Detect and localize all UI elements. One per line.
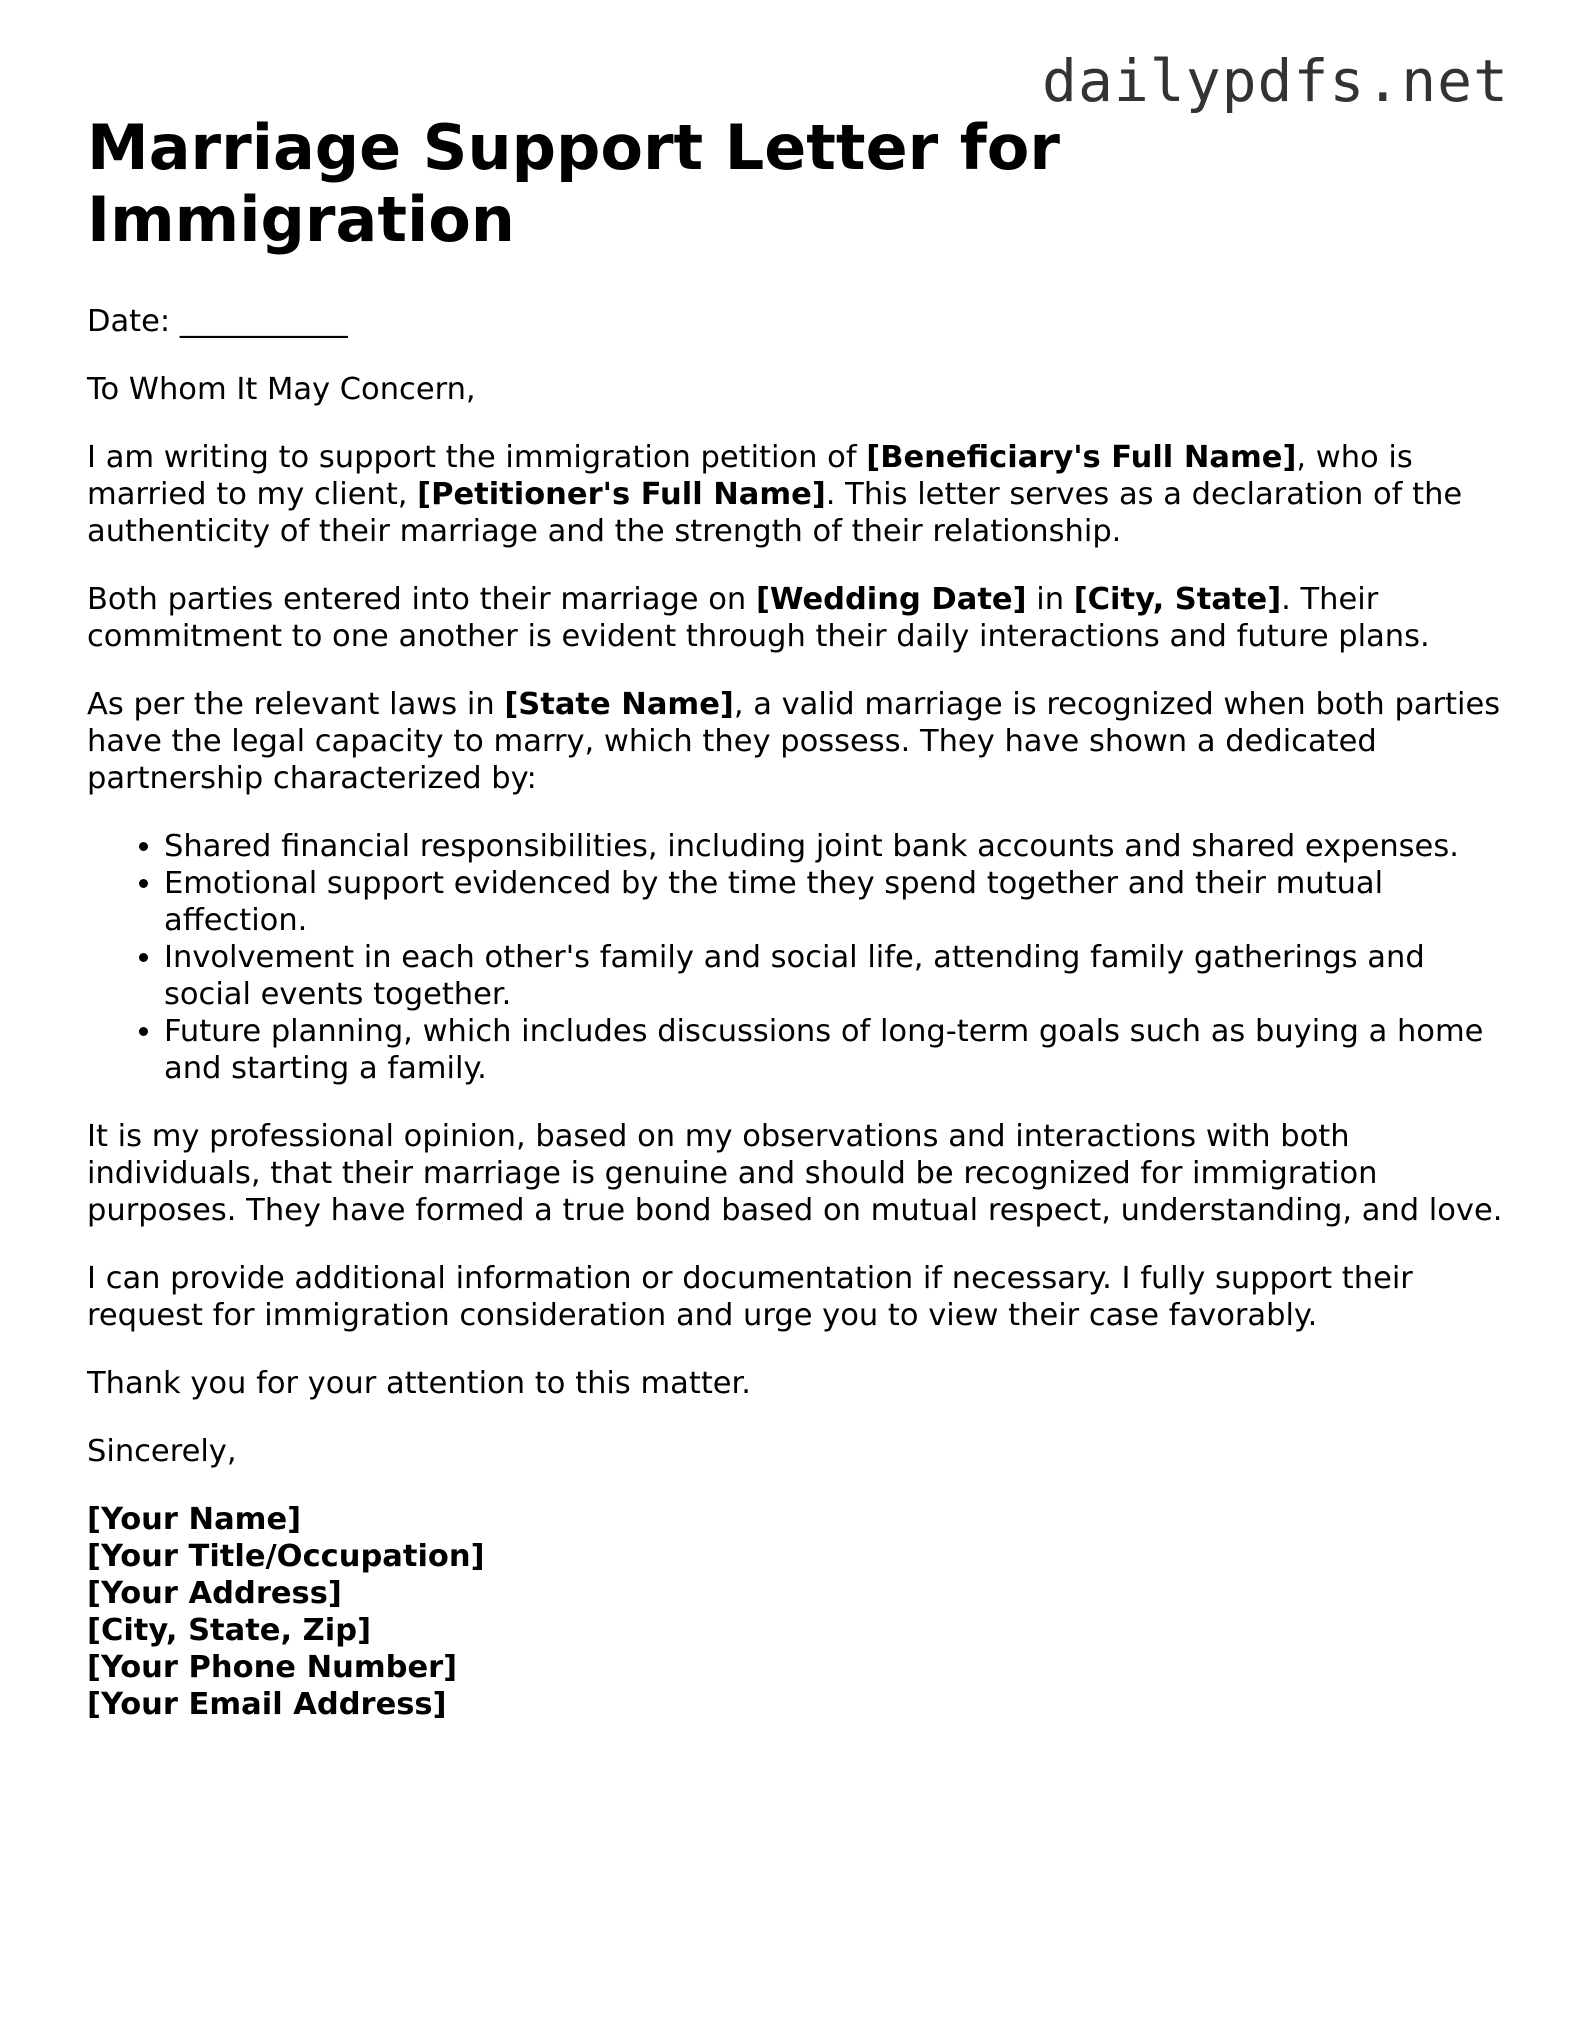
- laws-text-2: , a valid marriage is recognized when both parties have the legal capacity to marry, which they possess. They have shown a dedicated partnership characterized by:: [87, 687, 1501, 796]
- paragraph-thanks: Thank you for your attention to this matter.: [87, 1366, 751, 1401]
- intro-text-3: . This letter serves as a declaration of the authenticity of their marriage and the strength of their relationship.: [87, 477, 1463, 549]
- paragraph-wedding: [87, 581, 1507, 655]
- paragraph-intro: [87, 439, 1507, 550]
- signature-address: [Your Address]: [87, 1576, 342, 1611]
- watermark: dailypdfs.net: [1042, 47, 1509, 115]
- date-line: Date: ___________: [87, 304, 348, 339]
- salutation: To Whom It May Concern,: [87, 372, 476, 407]
- paragraph-opinion: It is my professional opinion, based on my observations and interactions with both individuals, that their marriage is genuine and should be recognized for immigration purposes. They have formed a true bond based on mutual respect, understanding, and love.: [87, 1119, 1503, 1228]
- intro-text-1: I am writing to support the immigration petition of: [87, 440, 867, 475]
- petitioner-name-placeholder: [Petitioner's Full Name]: [417, 477, 826, 512]
- laws-text-1: As per the relevant laws in: [87, 687, 505, 722]
- beneficiary-name-placeholder: [Beneficiary's Full Name]: [866, 440, 1297, 475]
- list-item: • Future planning, which includes discussions of long-term goals such as buying a home and starting a family.: [164, 1013, 1507, 1087]
- closing: Sincerely,: [87, 1434, 237, 1469]
- wedding-text-2: in: [1026, 582, 1074, 617]
- paragraph-support: I can provide additional information or documentation if necessary. I fully support their request for immigration consideration and urge you to view their case favorably.: [87, 1261, 1413, 1333]
- city-state-placeholder: [City, State]: [1073, 582, 1282, 617]
- list-item: • Involvement in each other's family and social life, attending family gatherings and social events together.: [164, 939, 1507, 1013]
- intro-text-2: , who is married to my client,: [87, 440, 1413, 512]
- wedding-text-1: Both parties entered into their marriage on: [87, 582, 756, 617]
- wedding-text-3: . Their commitment to one another is evident through their daily interactions and future plans.: [87, 582, 1430, 654]
- signature-city: [City, State, Zip]: [87, 1613, 372, 1648]
- partnership-list: [87, 828, 1507, 1087]
- state-name-placeholder: [State Name]: [504, 687, 734, 722]
- wedding-date-placeholder: [Wedding Date]: [755, 582, 1027, 617]
- list-item: • Emotional support evidenced by the time they spend together and their mutual affection.: [164, 865, 1507, 939]
- signature-email: [Your Email Address]: [87, 1687, 447, 1722]
- letter-page: [87, 112, 1507, 1723]
- list-item: • Shared financial responsibilities, including joint bank accounts and shared expenses.: [164, 828, 1507, 865]
- signature-block: [87, 1501, 1507, 1723]
- signature-phone: [Your Phone Number]: [87, 1650, 458, 1685]
- signature-title: [Your Title/Occupation]: [87, 1539, 485, 1574]
- page-title: Marriage Support Letter for Immigration: [87, 111, 1060, 256]
- signature-name: [Your Name]: [87, 1502, 302, 1537]
- paragraph-laws: [87, 686, 1507, 797]
